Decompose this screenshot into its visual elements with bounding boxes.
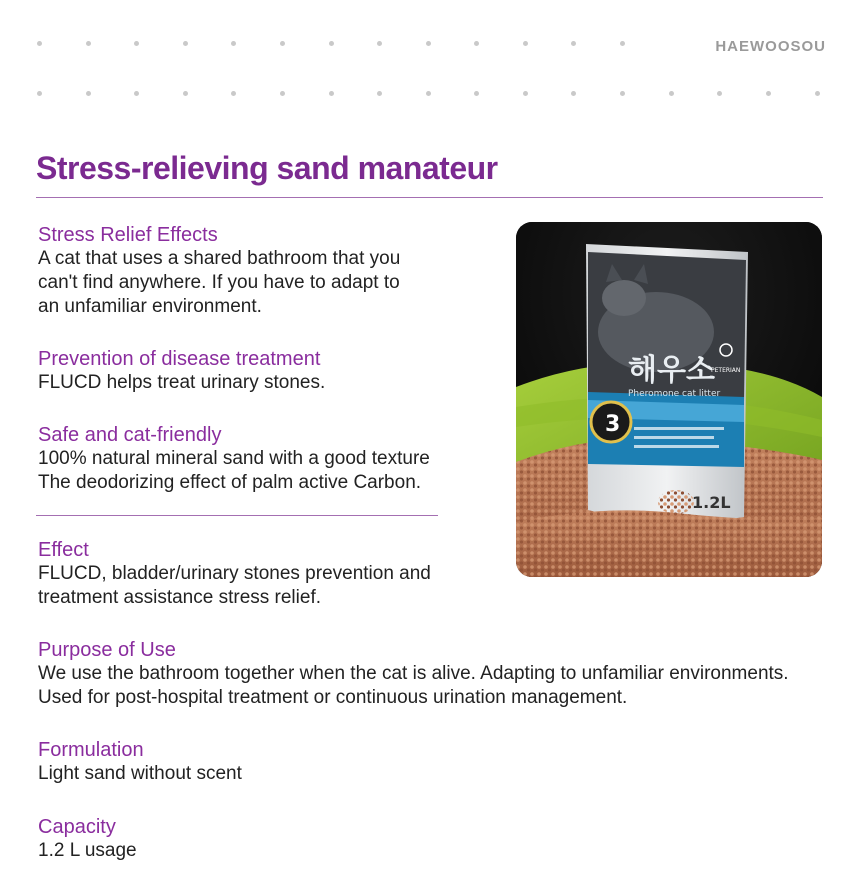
section-line: The deodorizing effect of palm active Carbon. <box>38 472 422 493</box>
page-title: Stress-relieving sand manateur <box>36 150 498 186</box>
bag-badge: 3 <box>605 412 621 437</box>
section-line: 100% natural mineral sand with a good texture <box>38 448 430 469</box>
section-prevention <box>38 347 325 395</box>
section-line: FLUCD helps treat urinary stones. <box>38 372 326 393</box>
section-line: We use the bathroom together when the cat is alive. Adapting to unfamiliar environments. <box>38 663 789 684</box>
section-effect <box>38 538 431 610</box>
product-photo <box>516 222 822 577</box>
section-title: Prevention of disease treatment <box>38 348 321 370</box>
section-purpose <box>38 638 789 710</box>
section-title: Safe and cat-friendly <box>38 424 222 446</box>
section-title: Purpose of Use <box>38 639 176 661</box>
section-formulation <box>38 738 242 786</box>
brand-name: HAEWOOSOU <box>715 38 826 55</box>
product-illustration <box>516 222 822 577</box>
bag-subtitle: Pheromone cat litter <box>628 389 721 399</box>
section-line: Light sand without scent <box>38 763 242 784</box>
section-title: Stress Relief Effects <box>38 224 218 246</box>
section-stress-relief <box>38 223 400 319</box>
bag-brand: PETERIAN <box>711 367 741 374</box>
section-capacity <box>38 815 137 863</box>
section-line: A cat that uses a shared bathroom that you <box>38 248 401 269</box>
section-line: 1.2 L usage <box>38 840 137 861</box>
section-title: Capacity <box>38 816 116 838</box>
section-title: Formulation <box>38 739 144 761</box>
section-line: FLUCD, bladder/urinary stones prevention and <box>38 563 431 584</box>
bag-capacity: 1.2L <box>692 493 731 512</box>
section-line: an unfamiliar environment. <box>38 296 262 317</box>
section-divider <box>36 515 438 516</box>
section-line: treatment assistance stress relief. <box>38 587 321 608</box>
dot-row-bottom <box>0 91 862 101</box>
section-title: Effect <box>38 539 89 561</box>
section-safe <box>38 423 430 495</box>
bag-korean-name: 해우소 <box>628 353 715 388</box>
title-divider <box>36 197 823 198</box>
section-line: can't find anywhere. If you have to adapt to <box>38 272 400 293</box>
section-line: Used for post-hospital treatment or continuous urination management. <box>38 687 628 708</box>
